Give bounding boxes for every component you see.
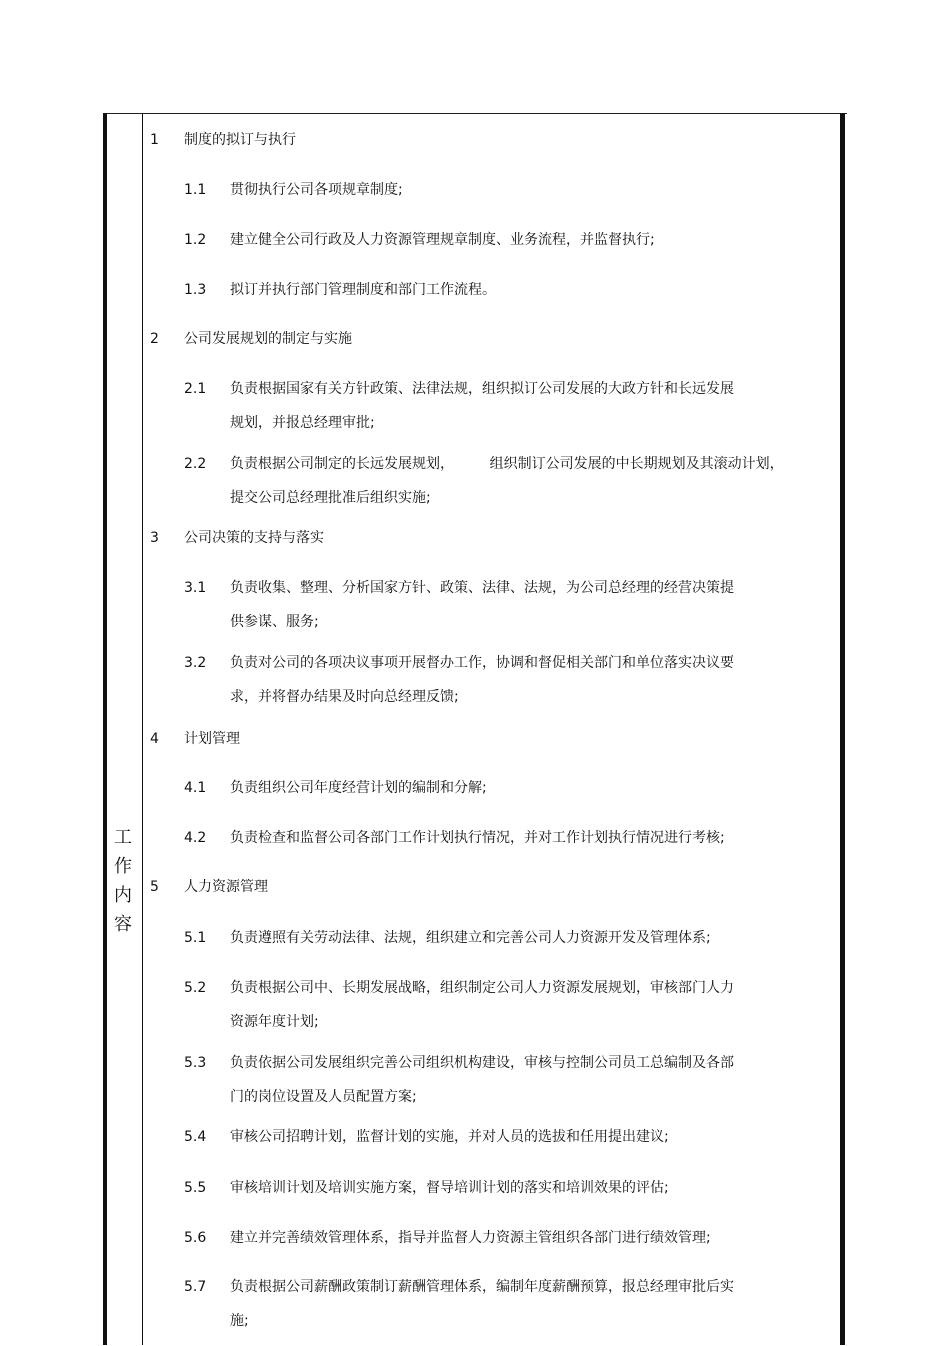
table-right-border [840, 113, 845, 1345]
item-number: 5.1 [184, 930, 207, 946]
item-text: 负责根据公司中、长期发展战略，组织制定公司人力资源发展规划，审核部门人力 [230, 980, 734, 996]
item-text: 审核培训计划及培训实施方案，督导培训计划的落实和培训效果的评估; [230, 1180, 669, 1196]
item-text-continued: 求，并将督办结果及时向总经理反馈; [230, 689, 459, 705]
item-number: 5.4 [184, 1129, 207, 1145]
row-header-char: 作 [114, 856, 132, 877]
item-number: 5.5 [184, 1180, 207, 1196]
item-text: 负责根据公司制定的长远发展规划， 组织制订公司发展的中长期规划及其滚动计划， [230, 456, 784, 472]
item-number: 2 [150, 331, 159, 347]
item-number: 5.3 [184, 1055, 207, 1071]
item-text: 负责遵照有关劳动法律、法规，组织建立和完善公司人力资源开发及管理体系; [230, 930, 711, 946]
item-text: 贯彻执行公司各项规章制度; [230, 182, 403, 198]
item-text: 负责收集、整理、分析国家方针、政策、法律、法规，为公司总经理的经营决策提 [230, 580, 734, 596]
item-number: 3.1 [184, 580, 207, 596]
item-number: 1.2 [184, 232, 207, 248]
item-text: 建立健全公司行政及人力资源管理规章制度、业务流程，并监督执行; [230, 232, 655, 248]
row-header-work-content [112, 823, 134, 939]
item-text-continued: 资源年度计划; [230, 1014, 319, 1030]
item-text: 负责检查和监督公司各部门工作计划执行情况，并对工作计划执行情况进行考核; [230, 830, 725, 846]
item-text: 负责对公司的各项决议事项开展督办工作，协调和督促相关部门和单位落实决议要 [230, 655, 734, 671]
item-text: 公司决策的支持与落实 [184, 530, 324, 546]
item-number: 5.2 [184, 980, 207, 996]
item-text: 负责依据公司发展组织完善公司组织机构建设，审核与控制公司员工总编制及各部 [230, 1055, 734, 1071]
item-number: 1.1 [184, 182, 207, 198]
item-text: 公司发展规划的制定与实施 [184, 331, 352, 347]
item-text: 负责根据公司薪酬政策制订薪酬管理体系，编制年度薪酬预算，报总经理审批后实 [230, 1279, 734, 1295]
item-number: 3 [150, 530, 159, 546]
table-left-border [103, 113, 107, 1345]
item-text: 拟订并执行部门管理制度和部门工作流程。 [230, 282, 496, 298]
item-number: 3.2 [184, 655, 207, 671]
item-number: 5.6 [184, 1230, 207, 1246]
item-number: 1 [150, 132, 159, 148]
item-number: 2.2 [184, 456, 207, 472]
item-text-continued: 提交公司总经理批准后组织实施; [230, 490, 431, 506]
item-number: 4.1 [184, 780, 207, 796]
item-number: 4.2 [184, 830, 207, 846]
item-text: 人力资源管理 [184, 879, 268, 895]
item-text-continued: 规划，并报总经理审批; [230, 415, 375, 431]
item-text: 负责根据国家有关方针政策、法律法规，组织拟订公司发展的大政方针和长远发展 [230, 381, 734, 397]
row-header-char: 内 [114, 885, 132, 906]
item-text: 负责组织公司年度经营计划的编制和分解; [230, 780, 487, 796]
item-number: 5 [150, 879, 159, 895]
item-number: 2.1 [184, 381, 207, 397]
row-header-char: 容 [114, 914, 132, 935]
item-text-continued: 供参谋、服务; [230, 614, 319, 630]
item-text: 审核公司招聘计划，监督计划的实施，并对人员的选拔和任用提出建议; [230, 1129, 669, 1145]
item-text-continued: 施; [230, 1313, 249, 1329]
table-column-divider [142, 113, 143, 1345]
item-text: 计划管理 [184, 731, 240, 747]
item-number: 5.7 [184, 1279, 207, 1295]
item-text: 制度的拟订与执行 [184, 132, 296, 148]
item-number: 4 [150, 731, 159, 747]
item-number: 1.3 [184, 282, 207, 298]
item-text: 建立并完善绩效管理体系，指导并监督人力资源主管组织各部门进行绩效管理; [230, 1230, 711, 1246]
item-text-continued: 门的岗位设置及人员配置方案; [230, 1089, 417, 1105]
row-header-char: 工 [114, 827, 132, 848]
